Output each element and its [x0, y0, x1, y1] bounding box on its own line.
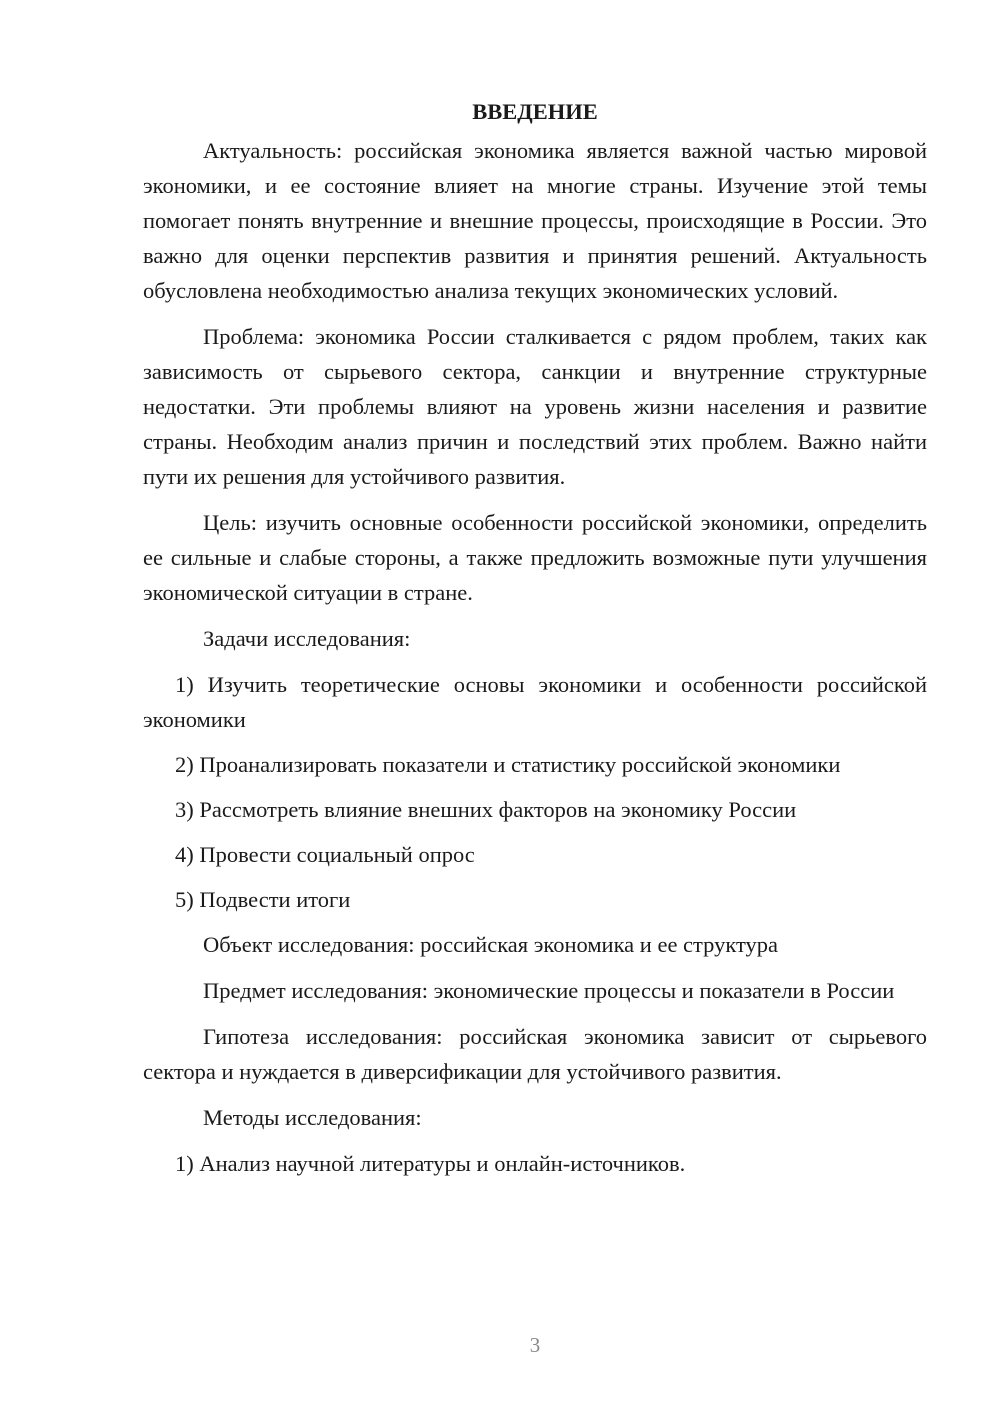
problem-paragraph: Проблема: экономика России сталкивается с рядом проблем, таких как зависимость от сырьевого сектора, санкции и внутренние структурные недостатки. Эти проблемы влияют на уровень жизни населения и развитие страны. Необходим анализ причин и последствий этих проблем. Важно найти пути их решения для устойчивого развития.	[143, 324, 927, 489]
relevance-paragraph: Актуальность: российская экономика является важной частью мировой экономики, и ее состояние влияет на многие страны. Изучение этой темы помогает понять внутренние и внешние процессы, происходящие в России. Это важно для оценки перспектив развития и принятия решений. Актуальность обусловлена необходимостью анализа текущих экономических условий.	[143, 138, 927, 303]
method-item-1: 1) Анализ научной литературы и онлайн-источников.	[175, 1151, 686, 1176]
hypothesis-paragraph: Гипотеза исследования: российская экономика зависит от сырьевого сектора и нуждается в диверсификации для устойчивого развития.	[143, 1024, 927, 1084]
subject-paragraph: Предмет исследования: экономические процессы и показатели в России	[203, 978, 895, 1003]
task-item-4: 4) Провести социальный опрос	[175, 842, 475, 867]
tasks-list	[143, 667, 927, 917]
goal-paragraph: Цель: изучить основные особенности российской экономики, определить ее сильные и слабые стороны, а также предложить возможные пути улучшения экономической ситуации в стране.	[143, 510, 927, 605]
object-paragraph: Объект исследования: российская экономика и ее структура	[203, 932, 779, 957]
task-item-1: 1) Изучить теоретические основы экономики и особенности российской экономики	[143, 672, 927, 732]
document-title: ВВЕДЕНИЕ	[472, 99, 598, 124]
task-item-3: 3) Рассмотреть влияние внешних факторов на экономику России	[175, 797, 797, 822]
task-item-2: 2) Проанализировать показатели и статистику российской экономики	[175, 752, 841, 777]
document-body	[143, 94, 927, 1191]
tasks-heading: Задачи исследования:	[203, 626, 411, 651]
page-number: 3	[529, 1333, 541, 1357]
methods-heading: Методы исследования:	[203, 1105, 422, 1130]
methods-list	[143, 1146, 927, 1181]
task-item-5: 5) Подвести итоги	[175, 887, 351, 912]
